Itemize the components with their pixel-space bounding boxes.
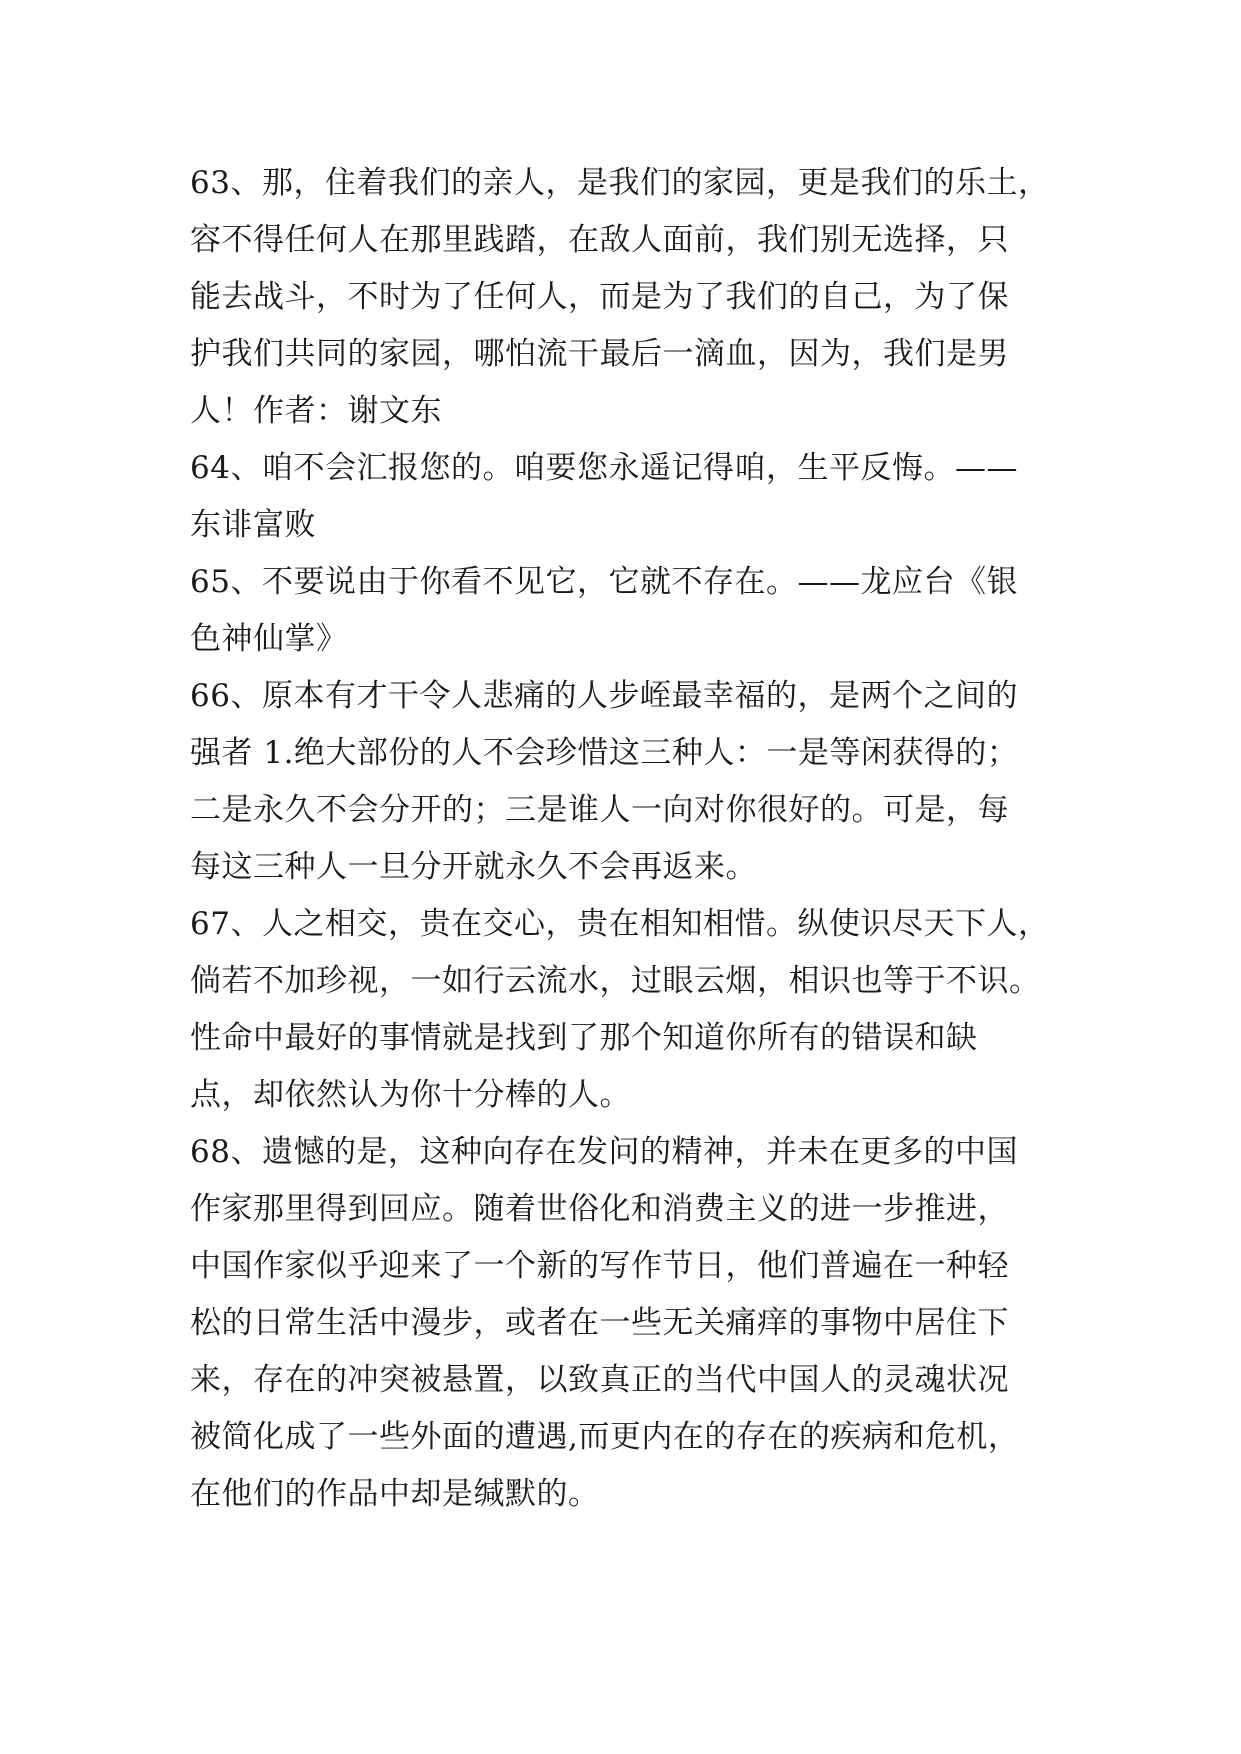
text-line: 松的日常生活中漫步，或者在一些无关痛痒的事物中居住下 <box>190 1305 1009 1341</box>
text-line: 强者 1.绝大部份的人不会珍惜这三种人：一是等闲获得的； <box>190 735 1019 771</box>
text-line: 东诽富败 <box>190 507 316 543</box>
text-line: 67、人之相交，贵在交心，贵在相知相惜。纵使识尽天下人， <box>190 906 1050 942</box>
text-line: 每这三种人一旦分开就永久不会再返来。 <box>190 849 757 885</box>
text-line: 来，存在的冲突被悬置，以致真正的当代中国人的灵魂状况 <box>190 1362 1009 1398</box>
text-line: 人！作者：谢文东 <box>190 393 442 429</box>
text-line: 性命中最好的事情就是找到了那个知道你所有的错误和缺 <box>190 1020 978 1056</box>
text-line: 能去战斗，不时为了任何人，而是为了我们的自己，为了保 <box>190 279 1009 315</box>
text-line: 护我们共同的家园，哪怕流干最后一滴血，因为，我们是男 <box>190 336 1009 372</box>
text-line: 66、原本有才干令人悲痛的人步峌最幸福的，是两个之间的 <box>190 678 1018 714</box>
text-line: 68、遗憾的是，这种向存在发问的精神，并未在更多的中国 <box>190 1134 1018 1170</box>
text-line: 容不得任何人在那里践踏，在敌人面前，我们别无选择，只 <box>190 222 1009 258</box>
document-page <box>190 155 1070 1523</box>
text-line: 色神仙掌》 <box>190 621 348 657</box>
text-line: 中国作家似乎迎来了一个新的写作节日，他们普遍在一种轻 <box>190 1248 1009 1284</box>
text-line: 63、那，住着我们的亲人，是我们的家园，更是我们的乐土， <box>190 165 1050 201</box>
text-line: 点，却依然认为你十分棒的人。 <box>190 1077 631 1113</box>
text-line: 倘若不加珍视，一如行云流水，过眼云烟，相识也等于不识。 <box>190 963 1041 999</box>
text-line: 在他们的作品中却是缄默的。 <box>190 1476 600 1512</box>
text-line: 65、不要说由于你看不见它，它就不存在。——龙应台《银 <box>190 564 1018 600</box>
text-line: 被简化成了一些外面的遭遇,而更内在的存在的疾病和危机， <box>190 1419 1020 1455</box>
text-line: 作家那里得到回应。随着世俗化和消费主义的进一步推进， <box>190 1191 1009 1227</box>
text-line: 二是永久不会分开的；三是谁人一向对你很好的。可是，每 <box>190 792 1009 828</box>
text-line: 64、咱不会汇报您的。咱要您永遥记得咱，生平反悔。—— <box>190 450 1018 486</box>
